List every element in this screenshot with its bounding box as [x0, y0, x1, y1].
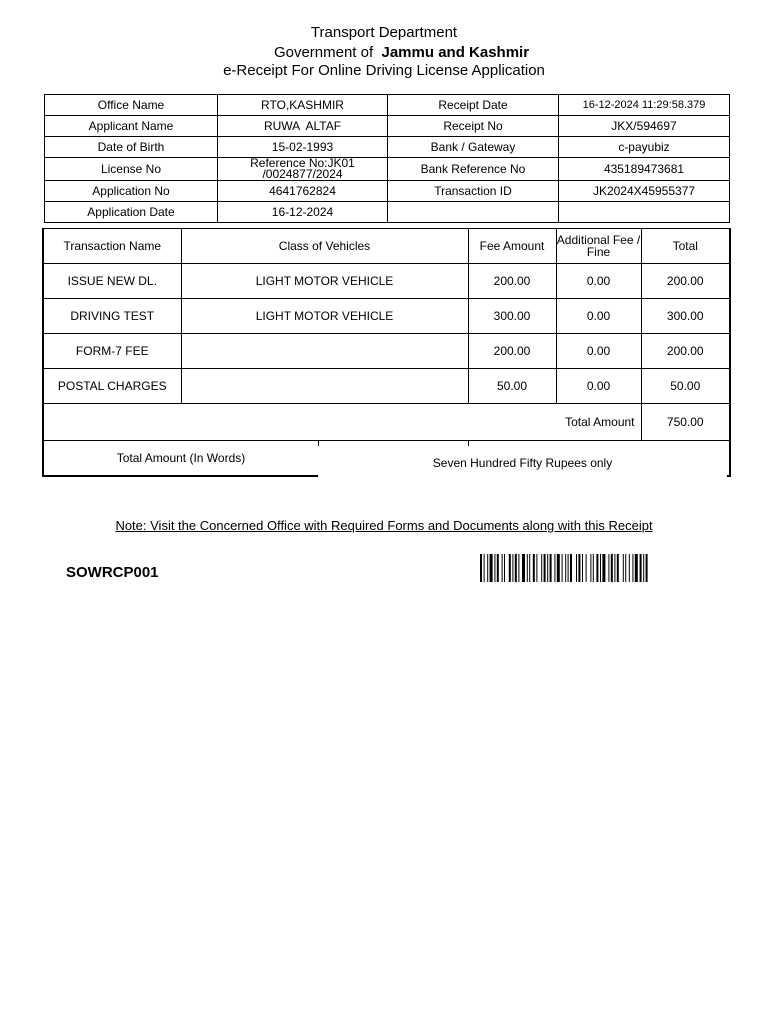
license-no-label: License No [45, 158, 218, 181]
table-row [45, 181, 730, 202]
government-title [0, 44, 768, 61]
bank-gateway-value: c-payubiz [559, 137, 730, 158]
applicant-name-value: RUWA ALTAF [218, 116, 388, 137]
vehicle-class [181, 334, 468, 369]
department-title: Transport Department [310, 24, 458, 41]
row-total: 200.00 [641, 264, 730, 299]
table-row [43, 334, 730, 369]
vehicle-class [181, 369, 468, 404]
license-no-value: Reference No:JK01 /0024877/2024 [218, 158, 388, 181]
table-row [45, 158, 730, 181]
bank-reference-label: Bank Reference No [388, 158, 559, 181]
additional-fee: 0.00 [556, 299, 641, 334]
empty-cell [559, 202, 730, 223]
receipt-date-label: Receipt Date [388, 95, 559, 116]
barcode-icon [480, 554, 720, 582]
transaction-name: DRIVING TEST [43, 299, 181, 334]
additional-fee: 0.00 [556, 369, 641, 404]
column-header-total: Total [641, 229, 730, 264]
fee-amount: 200.00 [468, 334, 556, 369]
additional-fee: 0.00 [556, 264, 641, 299]
application-date-label: Application Date [45, 202, 218, 223]
table-row [43, 264, 730, 299]
transaction-id-label: Transaction ID [388, 181, 559, 202]
table-row [45, 137, 730, 158]
fee-amount: 200.00 [468, 264, 556, 299]
dob-value: 15-02-1993 [218, 137, 388, 158]
total-amount-label: Total Amount [43, 404, 641, 441]
application-no-label: Application No [45, 181, 218, 202]
fee-table [42, 228, 731, 477]
form-code: SOWRCP001 [66, 564, 159, 581]
table-row [43, 369, 730, 404]
empty-cell [388, 202, 559, 223]
receipt-no-value: JKX/594697 [559, 116, 730, 137]
column-header-transaction-name: Transaction Name [43, 229, 181, 264]
additional-fee: 0.00 [556, 334, 641, 369]
receipt-date-value: 16-12-2024 11:29:58.379 [559, 95, 730, 116]
table-row [43, 299, 730, 334]
table-row [45, 95, 730, 116]
dob-label: Date of Birth [45, 137, 218, 158]
amount-in-words-label: Total Amount (In Words) [44, 441, 319, 475]
fee-amount: 50.00 [468, 369, 556, 404]
fee-amount: 300.00 [468, 299, 556, 334]
receipt-title: e-Receipt For Online Driving License Application [223, 62, 545, 79]
fee-table-header [43, 229, 730, 264]
applicant-info-table [44, 94, 730, 223]
office-name-label: Office Name [45, 95, 218, 116]
row-total: 300.00 [641, 299, 730, 334]
total-amount-row [43, 404, 730, 441]
office-visit-note: Note: Visit the Concerned Office with Required Forms and Documents along with this Receipt [115, 518, 653, 533]
applicant-name-label: Applicant Name [45, 116, 218, 137]
column-header-class-of-vehicles: Class of Vehicles [181, 229, 468, 264]
row-total: 50.00 [641, 369, 730, 404]
transaction-name: POSTAL CHARGES [43, 369, 181, 404]
state-name: Jammu and Kashmir [381, 44, 530, 61]
amount-in-words-value: Seven Hundred Fifty Rupees only [318, 446, 727, 480]
vehicle-class: LIGHT MOTOR VEHICLE [181, 299, 468, 334]
column-header-fee-amount: Fee Amount [468, 229, 556, 264]
receipt-no-label: Receipt No [388, 116, 559, 137]
transaction-id-value: JK2024X45955377 [559, 181, 730, 202]
transaction-name: FORM-7 FEE [43, 334, 181, 369]
vehicle-class: LIGHT MOTOR VEHICLE [181, 264, 468, 299]
application-date-value: 16-12-2024 [218, 202, 388, 223]
application-no-value: 4641762824 [218, 181, 388, 202]
bank-gateway-label: Bank / Gateway [388, 137, 559, 158]
total-amount-value: 750.00 [641, 404, 730, 441]
transaction-name: ISSUE NEW DL. [43, 264, 181, 299]
row-total: 200.00 [641, 334, 730, 369]
table-row [45, 202, 730, 223]
government-prefix: Government of [273, 44, 374, 61]
table-row [45, 116, 730, 137]
column-header-additional-fee: Additional Fee / Fine [556, 229, 641, 264]
office-name-value: RTO,KASHMIR [218, 95, 388, 116]
bank-reference-value: 435189473681 [559, 158, 730, 181]
